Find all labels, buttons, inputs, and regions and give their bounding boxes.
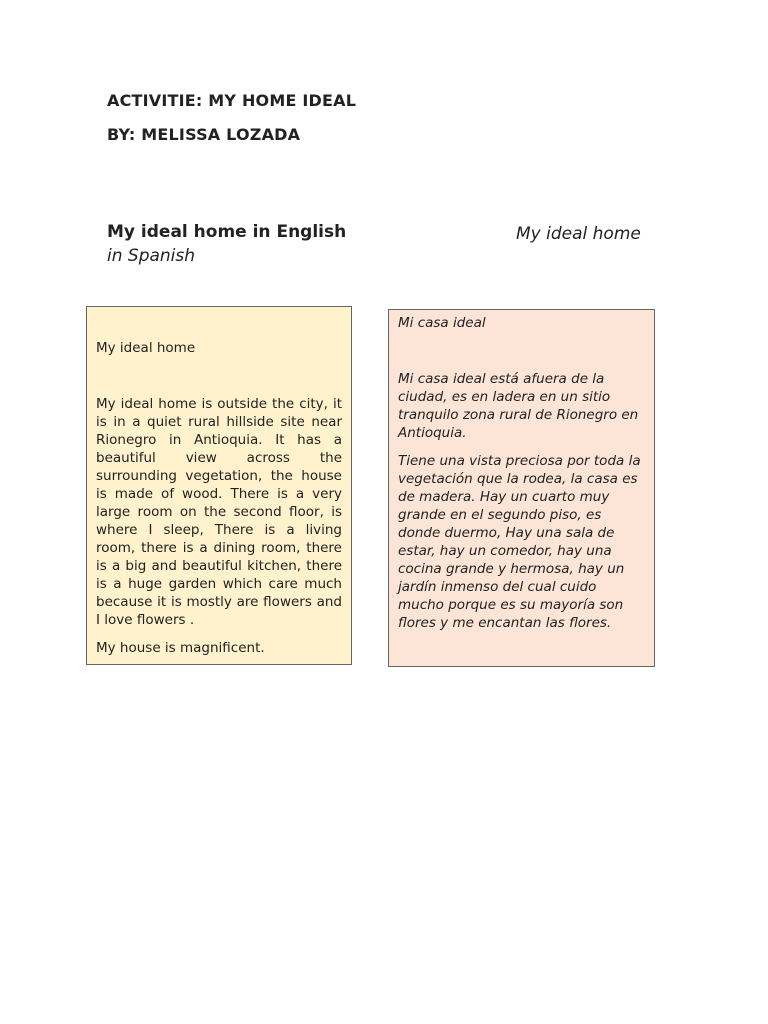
spanish-text-box (388, 309, 655, 667)
english-box-title: My ideal home (96, 340, 196, 356)
english-box-closing: My house is magnificent. (96, 640, 265, 656)
author-line: BY: MELISSA LOZADA (107, 125, 301, 144)
document-title: ACTIVITIE: MY HOME IDEAL (107, 91, 357, 110)
subheading-english: My ideal home in English (107, 222, 347, 242)
subheading-spanish-part2: in Spanish (107, 246, 196, 266)
spanish-box-paragraph-2: Tiene una vista preciosa por toda la vegetación que la rodea, la casa es de madera. Hay un cuarto muy grande en el segundo piso, es donde duermo, Hay una sala de estar, hay un comedor, hay una cocina grande y hermosa, hay un jardín inmenso del cual cuido mucho porque es su mayoría son flores y me encantan las flores. (398, 453, 641, 631)
spanish-box-title: Mi casa ideal (398, 315, 486, 331)
english-box-body: My ideal home is outside the city, it is in a quiet rural hillside site near Rionegro in Antioquia. It has a beautiful view across the surrounding vegetation, the house is made of wood. There is a very large room on the second floor, is where I sleep, There is a living room, there is a dining room, there is a big and beautiful kitchen, there is a huge garden which care much because it is mostly are flowers and I love flowers . (96, 396, 342, 628)
spanish-box-paragraph-1: Mi casa ideal está afuera de la ciudad, es en ladera en un sitio tranquilo zona rural de Rionegro en Antioquia. (398, 371, 639, 441)
english-text-box (86, 306, 352, 665)
subheading-spanish-part1: My ideal home (516, 224, 641, 244)
